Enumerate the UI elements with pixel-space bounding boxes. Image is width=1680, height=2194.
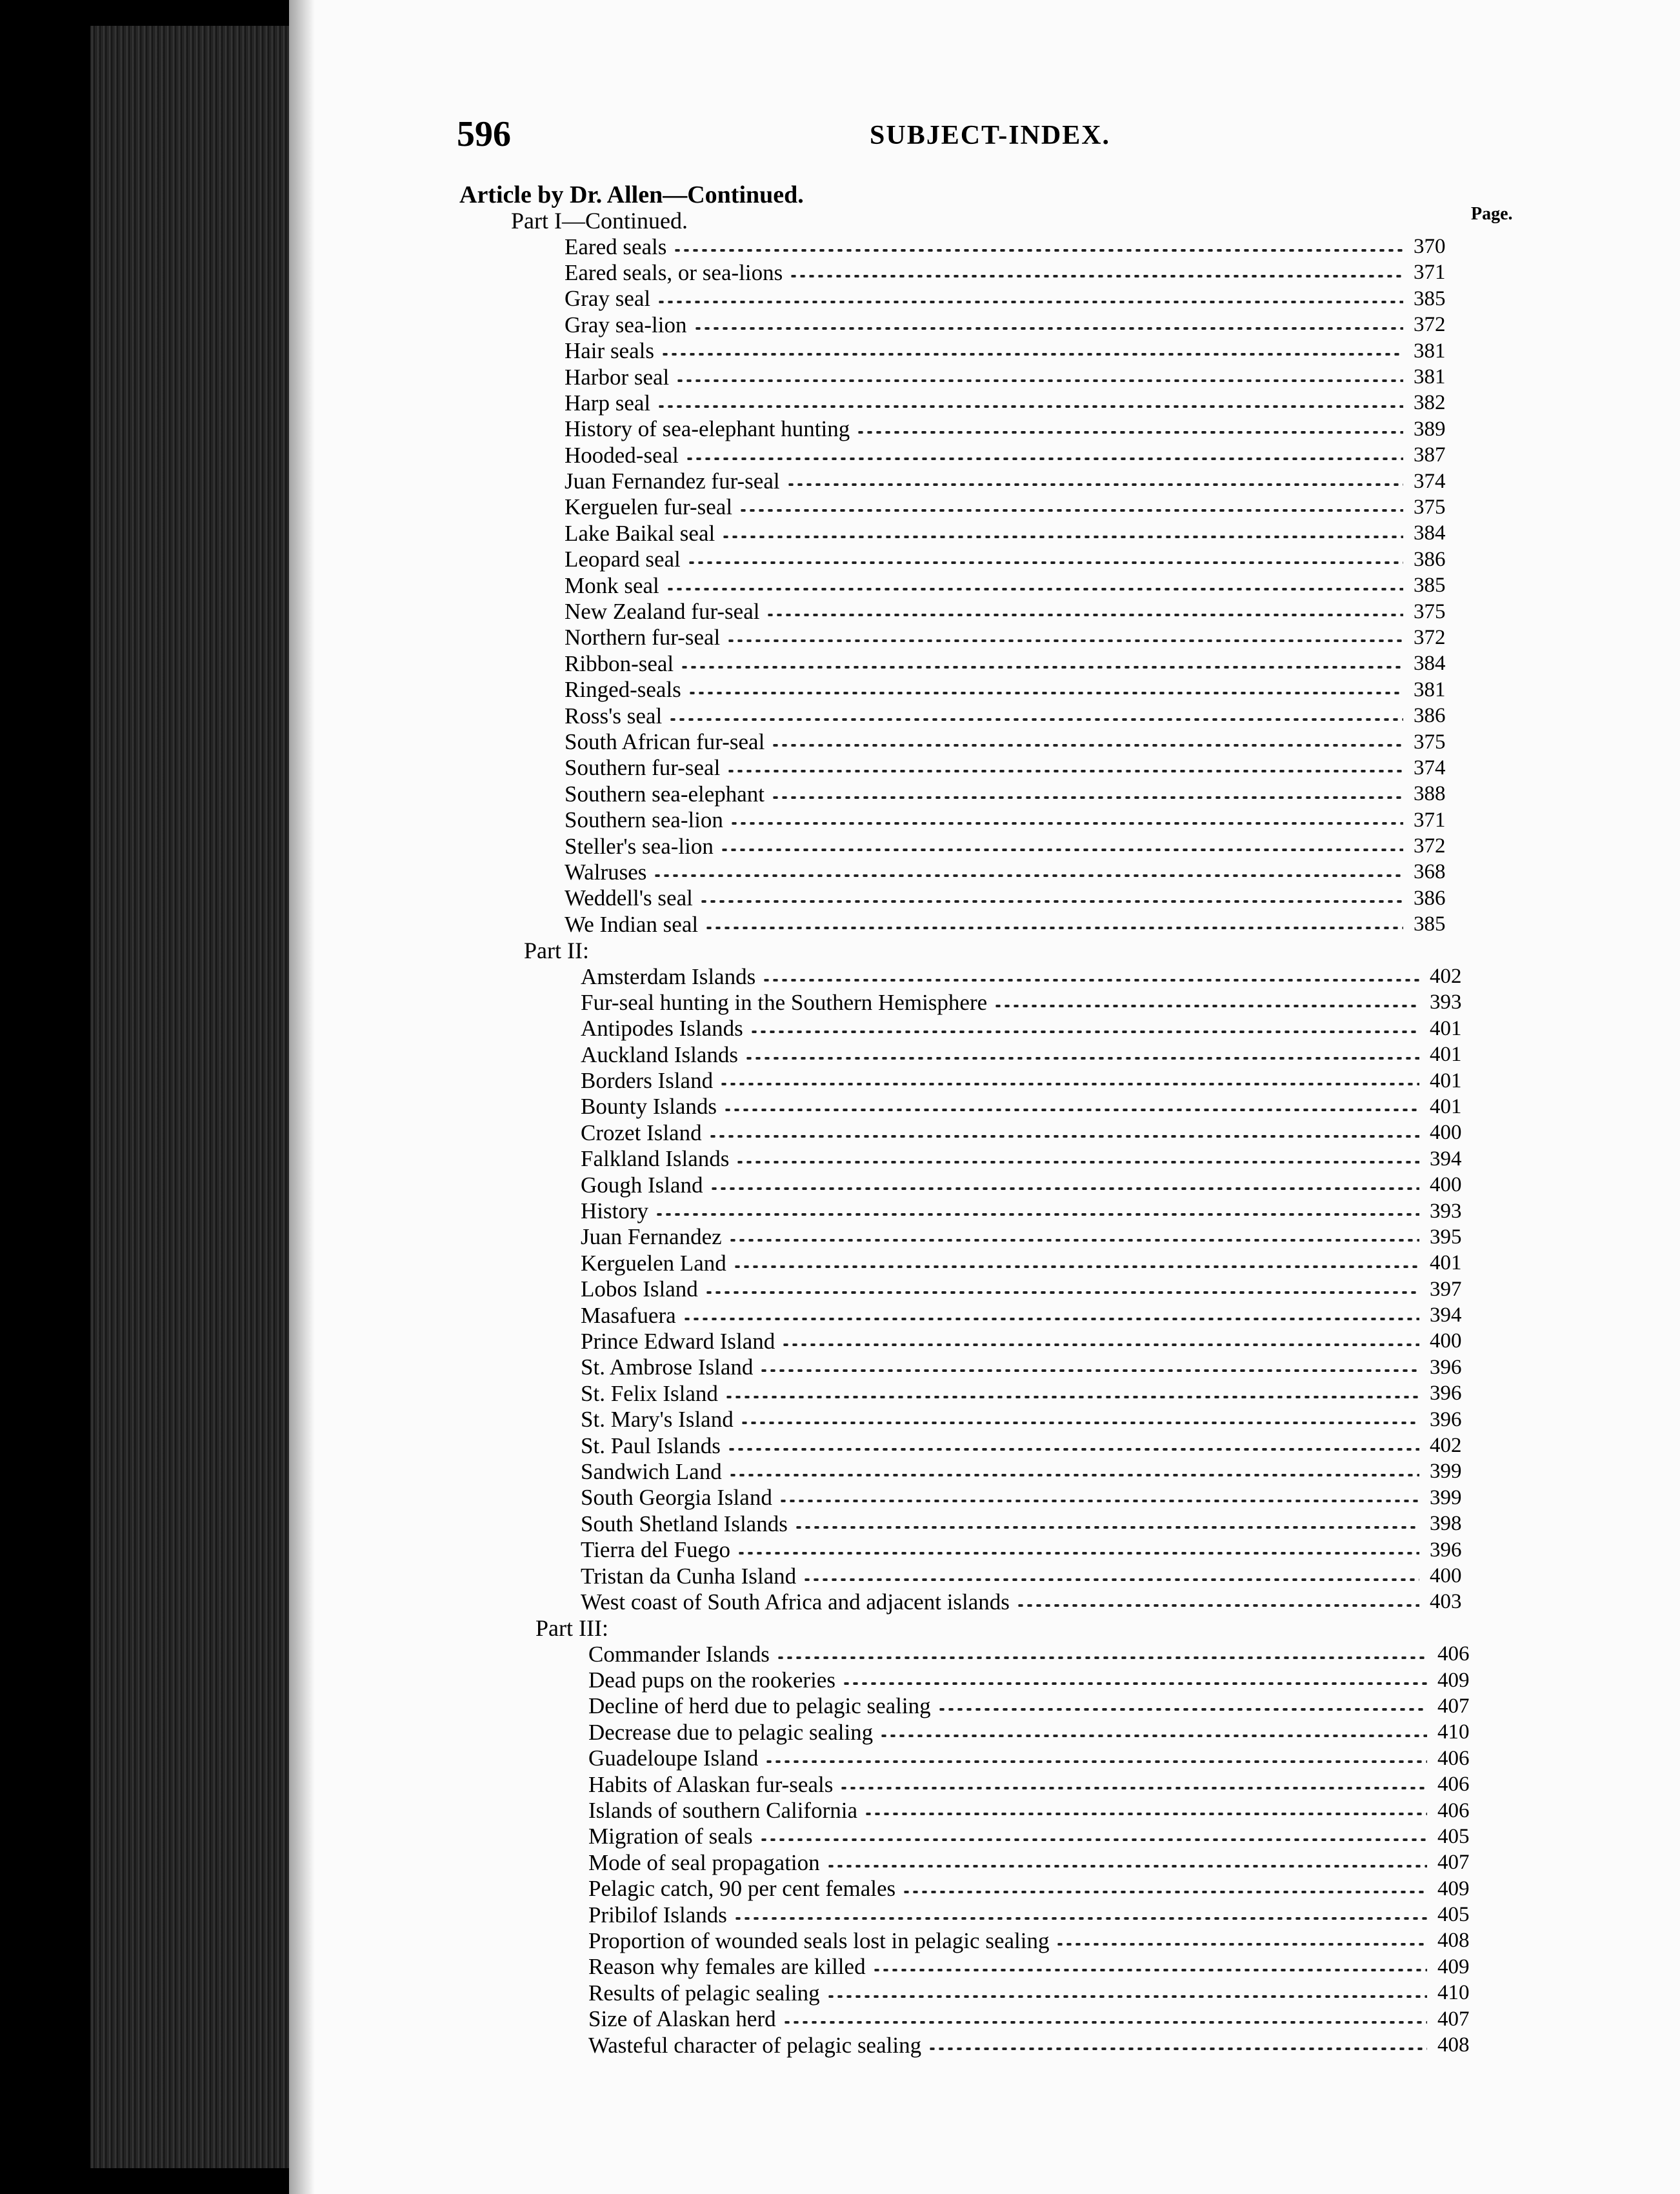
index-entry xyxy=(581,1511,1484,1537)
entry-label: Eared seals, or sea-lions xyxy=(565,259,783,285)
index-entry xyxy=(588,1693,1492,1719)
index-entry xyxy=(565,364,1468,390)
dot-leader xyxy=(726,639,1403,642)
entry-page-number: 396 xyxy=(1430,1355,1462,1379)
entry-page-number: 407 xyxy=(1437,1851,1470,1875)
index-entry xyxy=(565,234,1468,259)
entry-page-number: 372 xyxy=(1414,834,1446,858)
entry-page-number: 384 xyxy=(1414,652,1446,676)
dot-leader xyxy=(786,483,1403,486)
index-entry xyxy=(565,833,1468,859)
entry-page-number: 406 xyxy=(1437,1642,1470,1666)
entry-page-number: 393 xyxy=(1430,1199,1462,1223)
dot-leader xyxy=(673,249,1403,252)
index-entry xyxy=(565,443,1468,468)
index-entry xyxy=(565,338,1468,364)
entry-page-number: 387 xyxy=(1414,443,1446,467)
entry-label: Decrease due to pelagic sealing xyxy=(588,1719,874,1745)
index-entry xyxy=(565,260,1468,286)
dot-leader xyxy=(726,770,1403,772)
entry-label: St. Mary's Island xyxy=(581,1407,734,1433)
dot-leader xyxy=(794,1526,1419,1529)
entry-page-number: 375 xyxy=(1414,730,1446,754)
index-entry xyxy=(581,1354,1484,1380)
entry-page-number: 408 xyxy=(1437,1929,1470,1953)
entry-page-number: 371 xyxy=(1414,261,1446,285)
index-entry xyxy=(565,677,1468,703)
entry-label: Kerguelen fur-seal xyxy=(565,494,733,520)
dot-leader xyxy=(783,2021,1427,2024)
index-entry xyxy=(565,494,1468,520)
dot-leader xyxy=(1055,1943,1427,1946)
entry-page-number: 375 xyxy=(1414,599,1446,623)
entry-page-number: 406 xyxy=(1437,1746,1470,1770)
entry-label: St. Paul Islands xyxy=(581,1433,721,1458)
entry-page-number: 381 xyxy=(1414,365,1446,389)
index-entry xyxy=(588,1876,1492,1902)
dot-leader xyxy=(680,666,1403,669)
dot-leader xyxy=(723,1109,1419,1111)
dot-leader xyxy=(653,874,1403,877)
entry-page-number: 388 xyxy=(1414,782,1446,806)
index-entry xyxy=(588,1798,1492,1824)
entry-page-number: 396 xyxy=(1430,1407,1462,1431)
index-entry xyxy=(565,312,1468,338)
entry-page-number: 394 xyxy=(1430,1147,1462,1171)
entry-label: Borders Island xyxy=(581,1068,714,1094)
entry-label: Tristan da Cunha Island xyxy=(581,1563,797,1589)
dot-leader xyxy=(762,979,1419,981)
entry-label: Pribilof Islands xyxy=(588,1902,727,1927)
dot-leader xyxy=(675,379,1403,382)
entry-label: Pelagic catch, 90 per cent females xyxy=(588,1876,896,1902)
entry-page-number: 407 xyxy=(1437,2007,1470,2031)
dot-leader xyxy=(937,1708,1427,1711)
index-entry xyxy=(565,286,1468,312)
index-entry xyxy=(565,807,1468,833)
entry-label: Kerguelen Land xyxy=(581,1250,726,1276)
entry-label: Proportion of wounded seals lost in pelagic sealing xyxy=(588,1927,1050,1953)
article-heading: Article by Dr. Allen—Continued. xyxy=(459,181,804,208)
dot-leader xyxy=(745,1057,1419,1060)
index-entry xyxy=(581,1068,1484,1094)
entry-label: Antipodes Islands xyxy=(581,1016,743,1042)
entry-page-number: 406 xyxy=(1437,1798,1470,1822)
entry-label: Results of pelagic sealing xyxy=(588,1980,820,2006)
index-entry xyxy=(565,521,1468,547)
index-entry xyxy=(581,1407,1484,1433)
dot-leader xyxy=(872,1969,1427,1971)
dot-leader xyxy=(687,561,1403,564)
index-entry xyxy=(581,1589,1484,1615)
entry-label: Harp seal xyxy=(565,390,651,416)
entry-label: Mode of seal propagation xyxy=(588,1849,820,1875)
index-entry xyxy=(588,1850,1492,1876)
entry-page-number: 400 xyxy=(1430,1329,1462,1353)
dot-leader xyxy=(902,1891,1427,1893)
entry-label: We Indian seal xyxy=(565,911,699,937)
dot-leader xyxy=(727,1448,1419,1451)
entry-page-number: 400 xyxy=(1430,1121,1462,1145)
index-entry xyxy=(588,1746,1492,1771)
index-entry xyxy=(581,1224,1484,1250)
entry-page-number: 385 xyxy=(1414,574,1446,598)
entry-page-number: 381 xyxy=(1414,339,1446,363)
index-entry xyxy=(588,1980,1492,2006)
entry-label: Hooded-seal xyxy=(565,442,679,468)
entry-label: Southern sea-lion xyxy=(565,807,723,833)
entry-page-number: 400 xyxy=(1430,1564,1462,1587)
entry-label: Guadeloupe Island xyxy=(588,1746,759,1771)
entry-label: Islands of southern California xyxy=(588,1798,857,1824)
part2-entries xyxy=(0,963,1680,1615)
entry-page-number: 386 xyxy=(1414,886,1446,910)
dot-leader xyxy=(705,927,1403,929)
dot-leader xyxy=(668,718,1403,721)
dot-leader xyxy=(928,2048,1427,2050)
index-entry xyxy=(581,1563,1484,1589)
dot-leader xyxy=(864,1813,1427,1815)
entry-label: Gray seal xyxy=(565,286,651,312)
dot-leader xyxy=(879,1735,1427,1737)
entry-label: Southern sea-elephant xyxy=(565,781,765,807)
entry-page-number: 407 xyxy=(1437,1694,1470,1718)
index-list xyxy=(0,208,1680,2058)
entry-page-number: 402 xyxy=(1430,965,1462,989)
index-entry xyxy=(581,1276,1484,1302)
page-number: 596 xyxy=(457,114,511,154)
entry-label: Ringed-seals xyxy=(565,677,681,703)
entry-label: Auckland Islands xyxy=(581,1042,738,1067)
entry-label: Size of Alaskan herd xyxy=(588,2006,776,2032)
entry-label: Juan Fernandez fur-seal xyxy=(565,468,780,494)
index-entry xyxy=(588,1771,1492,1797)
entry-label: St. Ambrose Island xyxy=(581,1354,754,1380)
entry-page-number: 409 xyxy=(1437,1955,1470,1978)
entry-page-number: 381 xyxy=(1414,678,1446,701)
entry-page-number: 398 xyxy=(1430,1512,1462,1536)
entry-label: Reason why females are killed xyxy=(588,1954,866,1980)
index-entry xyxy=(588,1667,1492,1693)
dot-leader xyxy=(765,1760,1427,1763)
entry-page-number: 405 xyxy=(1437,1903,1470,1927)
dot-leader xyxy=(710,1187,1419,1190)
index-entry xyxy=(581,1381,1484,1407)
dot-leader xyxy=(666,588,1403,590)
index-entry xyxy=(565,885,1468,911)
entry-label: Tierra del Fuego xyxy=(581,1537,731,1563)
entry-page-number: 401 xyxy=(1430,1069,1462,1092)
entry-label: South Shetland Islands xyxy=(581,1511,788,1536)
entry-label: Wasteful character of pelagic sealing xyxy=(588,2032,922,2058)
index-entry xyxy=(581,1016,1484,1042)
entry-label: History xyxy=(581,1198,648,1224)
dot-leader xyxy=(708,1135,1419,1138)
entry-label: Walruses xyxy=(565,859,647,885)
entry-page-number: 370 xyxy=(1414,235,1446,259)
entry-page-number: 389 xyxy=(1414,417,1446,441)
part2-heading: Part II: xyxy=(524,937,589,963)
dot-leader xyxy=(779,1500,1419,1502)
dot-leader xyxy=(781,1344,1419,1346)
entry-label: South African fur-seal xyxy=(565,729,765,754)
dot-leader xyxy=(766,614,1403,616)
dot-leader xyxy=(842,1682,1427,1685)
index-entry xyxy=(581,1094,1484,1120)
dot-leader xyxy=(730,822,1403,825)
index-entry xyxy=(581,963,1484,989)
index-entry xyxy=(588,2006,1492,2032)
entry-label: New Zealand fur-seal xyxy=(565,599,760,625)
entry-page-number: 395 xyxy=(1430,1225,1462,1249)
index-entry xyxy=(588,1641,1492,1667)
index-entry xyxy=(581,1485,1484,1511)
entry-page-number: 409 xyxy=(1437,1877,1470,1900)
index-entry xyxy=(565,912,1468,938)
index-entry xyxy=(565,572,1468,598)
entry-label: Ribbon-seal xyxy=(565,650,674,676)
entry-label: Hair seals xyxy=(565,338,654,364)
index-entry xyxy=(588,2032,1492,2058)
entry-label: Northern fur-seal xyxy=(565,625,721,650)
dot-leader xyxy=(728,1239,1419,1242)
index-entry xyxy=(581,1172,1484,1198)
page-title: SUBJECT-INDEX. xyxy=(870,121,1111,150)
dot-leader xyxy=(803,1578,1419,1581)
entry-page-number: 408 xyxy=(1437,2033,1470,2057)
dot-leader xyxy=(776,1656,1427,1659)
entry-label: Monk seal xyxy=(565,572,659,598)
dot-leader xyxy=(735,1161,1419,1163)
entry-label: Migration of seals xyxy=(588,1824,753,1849)
entry-page-number: 399 xyxy=(1430,1460,1462,1484)
dot-leader xyxy=(657,405,1403,408)
index-entry xyxy=(588,1902,1492,1927)
entry-label: Bounty Islands xyxy=(581,1094,717,1120)
part1-entries xyxy=(0,234,1680,938)
dot-leader xyxy=(771,744,1403,747)
dot-leader xyxy=(994,1005,1419,1007)
entry-page-number: 386 xyxy=(1414,704,1446,728)
index-entry xyxy=(581,1120,1484,1146)
entry-page-number: 386 xyxy=(1414,547,1446,571)
dot-leader xyxy=(721,536,1403,538)
index-entry xyxy=(581,1146,1484,1172)
entry-label: Southern fur-seal xyxy=(565,755,721,781)
entry-page-number: 384 xyxy=(1414,521,1446,545)
entry-label: Harbor seal xyxy=(565,364,670,390)
dot-leader xyxy=(699,900,1403,903)
entry-page-number: 405 xyxy=(1437,1824,1470,1848)
entry-label: Lake Baikal seal xyxy=(565,520,715,546)
entry-page-number: 375 xyxy=(1414,495,1446,519)
entry-label: Gough Island xyxy=(581,1172,703,1198)
entry-page-number: 396 xyxy=(1430,1382,1462,1405)
index-entry xyxy=(565,755,1468,781)
index-entry xyxy=(581,1251,1484,1276)
entry-page-number: 382 xyxy=(1414,391,1446,415)
entry-page-number: 403 xyxy=(1430,1590,1462,1614)
part3-entries xyxy=(0,1641,1680,2058)
dot-leader xyxy=(737,1552,1419,1555)
entry-page-number: 372 xyxy=(1414,313,1446,337)
entry-page-number: 401 xyxy=(1430,1016,1462,1040)
entry-label: Commander Islands xyxy=(588,1641,770,1667)
entry-page-number: 410 xyxy=(1437,1981,1470,2005)
dot-leader xyxy=(771,796,1403,799)
dot-leader xyxy=(750,1031,1419,1033)
entry-page-number: 399 xyxy=(1430,1485,1462,1509)
entry-label: South Georgia Island xyxy=(581,1485,772,1511)
dot-leader xyxy=(655,1213,1419,1216)
index-entry xyxy=(565,703,1468,729)
entry-label: West coast of South Africa and adjacent islands xyxy=(581,1589,1010,1615)
index-entry xyxy=(565,651,1468,677)
entry-label: Decline of herd due to pelagic sealing xyxy=(588,1693,931,1719)
index-entry xyxy=(565,860,1468,885)
entry-label: History of sea-elephant hunting xyxy=(565,416,850,442)
entry-page-number: 394 xyxy=(1430,1303,1462,1327)
entry-label: Prince Edward Island xyxy=(581,1328,775,1354)
entry-page-number: 400 xyxy=(1430,1173,1462,1197)
index-entry xyxy=(581,1433,1484,1458)
entry-page-number: 393 xyxy=(1430,991,1462,1014)
entry-page-number: 396 xyxy=(1430,1538,1462,1562)
entry-page-number: 397 xyxy=(1430,1277,1462,1301)
dot-leader xyxy=(826,1865,1427,1867)
entry-page-number: 410 xyxy=(1437,1720,1470,1744)
index-entry xyxy=(565,468,1468,494)
entry-page-number: 409 xyxy=(1437,1668,1470,1692)
entry-page-number: 372 xyxy=(1414,625,1446,649)
dot-leader xyxy=(683,1318,1419,1320)
dot-leader xyxy=(694,327,1403,330)
entry-label: Weddell's seal xyxy=(565,885,693,911)
entry-label: Gray sea-lion xyxy=(565,312,687,337)
index-entry xyxy=(565,781,1468,807)
entry-page-number: 401 xyxy=(1430,1043,1462,1067)
dot-leader xyxy=(856,431,1403,434)
entry-label: Eared seals xyxy=(565,234,667,259)
index-entry xyxy=(581,1459,1484,1485)
index-entry xyxy=(581,1302,1484,1328)
index-entry xyxy=(565,625,1468,650)
dot-leader xyxy=(1016,1604,1419,1607)
entry-label: Steller's sea-lion xyxy=(565,833,714,859)
index-entry xyxy=(565,390,1468,416)
entry-page-number: 371 xyxy=(1414,808,1446,832)
entry-label: Amsterdam Islands xyxy=(581,963,756,989)
dot-leader xyxy=(739,509,1403,512)
dot-leader xyxy=(759,1838,1427,1841)
index-entry xyxy=(581,1537,1484,1563)
entry-label: Lobos Island xyxy=(581,1276,698,1302)
entry-label: Habits of Alaskan fur-seals xyxy=(588,1771,834,1797)
entry-page-number: 374 xyxy=(1414,756,1446,780)
entry-label: Dead pups on the rookeries xyxy=(588,1667,835,1693)
dot-leader xyxy=(734,1917,1427,1920)
index-entry xyxy=(565,729,1468,755)
entry-page-number: 406 xyxy=(1437,1773,1470,1796)
index-entry xyxy=(588,1954,1492,1980)
dot-leader xyxy=(661,353,1403,356)
index-entry xyxy=(581,1042,1484,1068)
dot-leader xyxy=(720,849,1403,851)
entry-page-number: 401 xyxy=(1430,1094,1462,1118)
entry-page-number: 402 xyxy=(1430,1434,1462,1458)
dot-leader xyxy=(705,1291,1419,1294)
index-entry xyxy=(565,599,1468,625)
index-entry xyxy=(565,547,1468,572)
entry-page-number: 374 xyxy=(1414,469,1446,493)
dot-leader xyxy=(685,458,1403,460)
entry-label: Juan Fernandez xyxy=(581,1224,722,1250)
page-column-label: Page. xyxy=(1471,204,1513,224)
dot-leader xyxy=(733,1265,1419,1268)
entry-page-number: 401 xyxy=(1430,1251,1462,1275)
dot-leader xyxy=(688,692,1403,694)
dot-leader xyxy=(826,1995,1427,1998)
entry-label: Fur-seal hunting in the Southern Hemisphere xyxy=(581,989,988,1015)
dot-leader xyxy=(759,1369,1419,1372)
entry-label: St. Felix Island xyxy=(581,1380,718,1406)
index-entry xyxy=(581,1198,1484,1224)
entry-page-number: 385 xyxy=(1414,287,1446,310)
dot-leader xyxy=(725,1396,1419,1398)
index-entry xyxy=(588,1928,1492,1954)
part1-heading: Part I—Continued. xyxy=(511,208,688,234)
index-entry xyxy=(565,416,1468,442)
dot-leader xyxy=(728,1474,1419,1476)
index-entry xyxy=(581,1329,1484,1354)
dot-leader xyxy=(719,1083,1419,1085)
index-entry xyxy=(581,990,1484,1016)
dot-leader xyxy=(740,1422,1419,1424)
entry-label: Falkland Islands xyxy=(581,1146,730,1172)
entry-label: Ross's seal xyxy=(565,703,663,729)
dot-leader xyxy=(657,301,1403,303)
entry-label: Masafuera xyxy=(581,1302,676,1328)
entry-page-number: 368 xyxy=(1414,860,1446,884)
dot-leader xyxy=(839,1787,1427,1789)
index-entry xyxy=(588,1720,1492,1746)
entry-label: Crozet Island xyxy=(581,1120,702,1145)
part3-heading: Part III: xyxy=(535,1615,608,1642)
dot-leader xyxy=(789,275,1403,277)
entry-page-number: 385 xyxy=(1414,912,1446,936)
entry-label: Leopard seal xyxy=(565,547,681,572)
entry-label: Sandwich Land xyxy=(581,1458,722,1484)
index-entry xyxy=(588,1824,1492,1849)
